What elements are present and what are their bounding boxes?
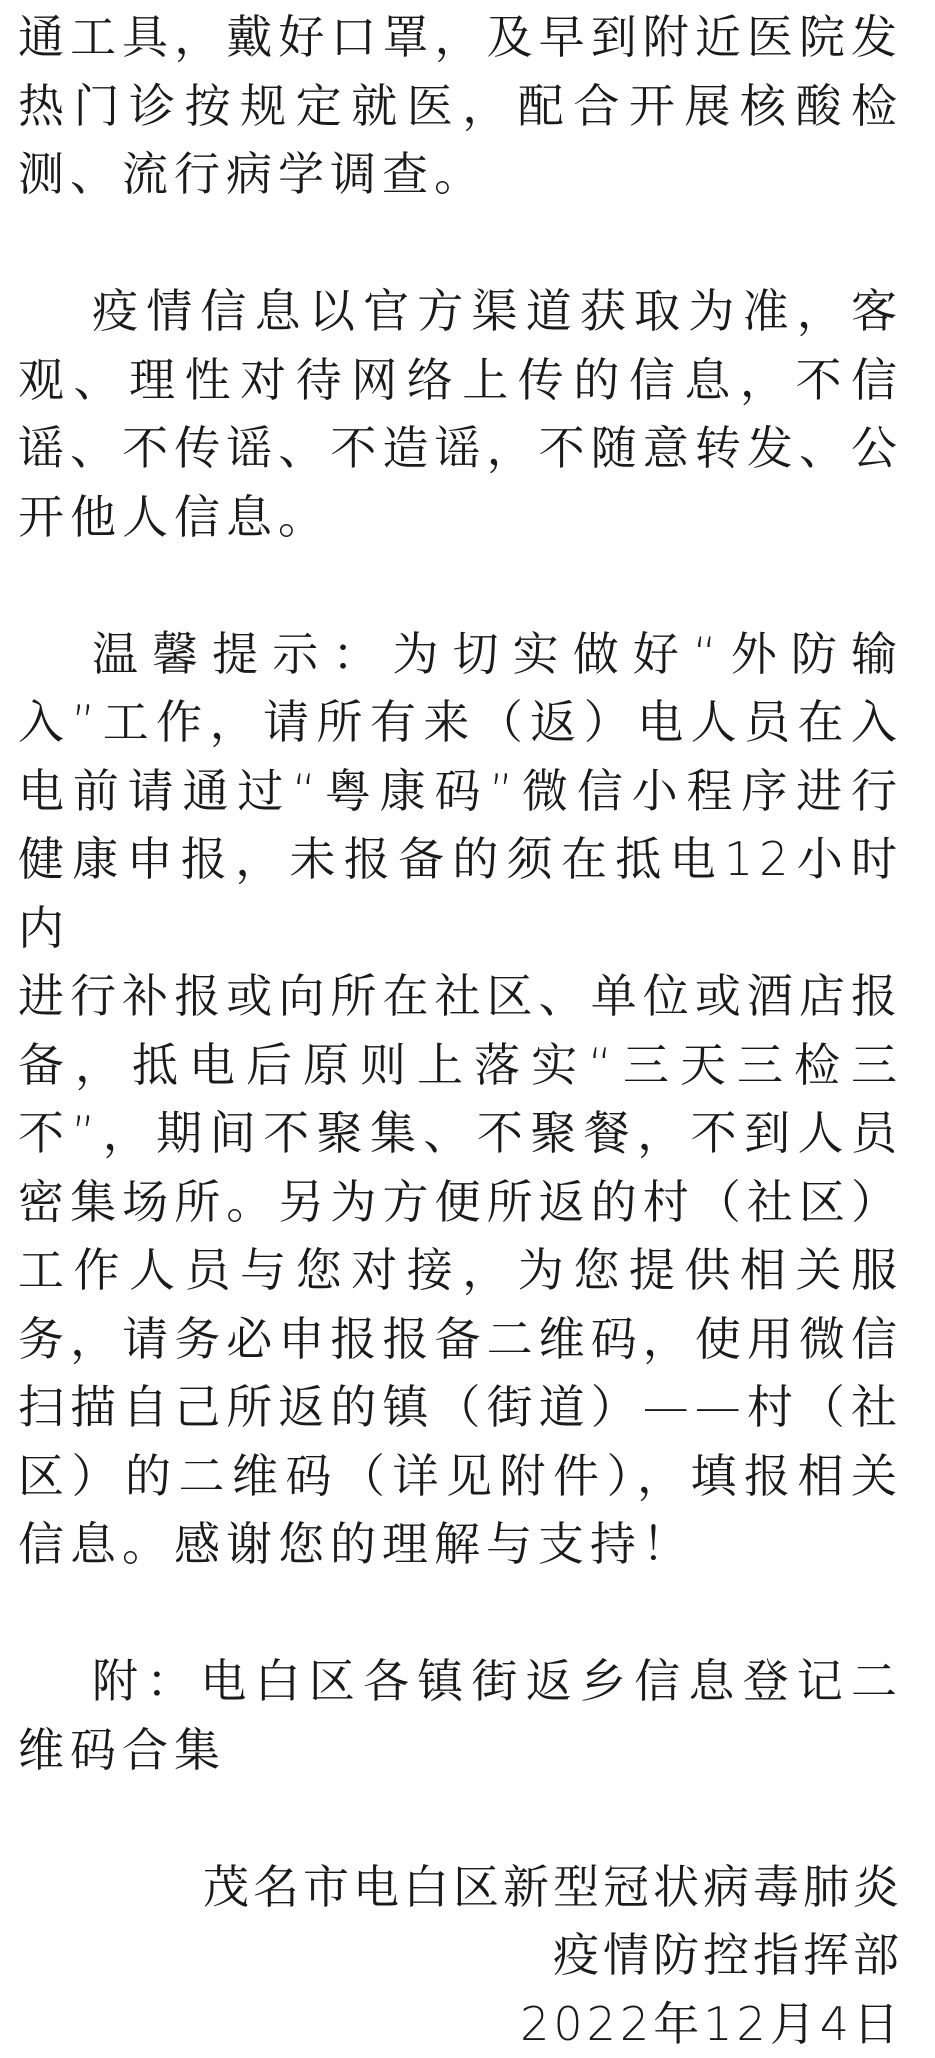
- text-line: 信息。感谢您的理解与支持！: [18, 1510, 903, 1579]
- text-line: 开他人信息。: [18, 483, 903, 552]
- text-line: 电前请通过“粤康码”微信小程序进行: [18, 757, 903, 826]
- text-line: 温馨提示：为切实做好“外防输: [18, 620, 903, 689]
- text-line: 通工具，戴好口罩，及早到附近医院发: [18, 3, 903, 72]
- text-line: 进行补报或向所在社区、单位或酒店报: [18, 962, 903, 1031]
- text-line: 区）的二维码（详见附件），填报相关: [18, 1442, 903, 1511]
- text-line: 密集场所。另为方便所返的村（社区）: [18, 1168, 903, 1237]
- paragraph-official-info: [18, 277, 903, 551]
- text-line: 测、流行病学调查。: [18, 140, 903, 209]
- signature-date: 2022年12月4日: [18, 1990, 903, 2058]
- text-line: 观、理性对待网络上传的信息，不信: [18, 346, 903, 415]
- text-line: 扫描自己所返的镇（街道）——村（社: [18, 1373, 903, 1442]
- text-line: 工作人员与您对接，为您提供相关服: [18, 1236, 903, 1305]
- text-line: 谣、不传谣、不造谣，不随意转发、公: [18, 414, 903, 483]
- signature-block: [18, 1853, 903, 2058]
- text-line: 热门诊按规定就医，配合开展核酸检: [18, 72, 903, 141]
- paragraph-precaution: [18, 3, 903, 209]
- text-line: 附：电白区各镇街返乡信息登记二: [18, 1647, 903, 1716]
- signature-issuer-line-1: 茂名市电白区新型冠状病毒肺炎: [18, 1853, 903, 1922]
- text-line: 健康申报，未报备的须在抵电12小时内: [18, 825, 903, 962]
- text-line: 备，抵电后原则上落实“三天三检三: [18, 1031, 903, 1100]
- signature-issuer-line-2: 疫情防控指挥部: [18, 1921, 903, 1990]
- text-line: 维码合集: [18, 1716, 903, 1785]
- text-line: 务，请务必申报报备二维码，使用微信: [18, 1305, 903, 1374]
- text-line: 疫情信息以官方渠道获取为准，客: [18, 277, 903, 346]
- text-line: 入”工作，请所有来（返）电人员在入: [18, 688, 903, 757]
- paragraph-warm-tips: [18, 620, 903, 1579]
- paragraph-attachment: [18, 1647, 903, 1784]
- text-line: 不”，期间不聚集、不聚餐，不到人员: [18, 1099, 903, 1168]
